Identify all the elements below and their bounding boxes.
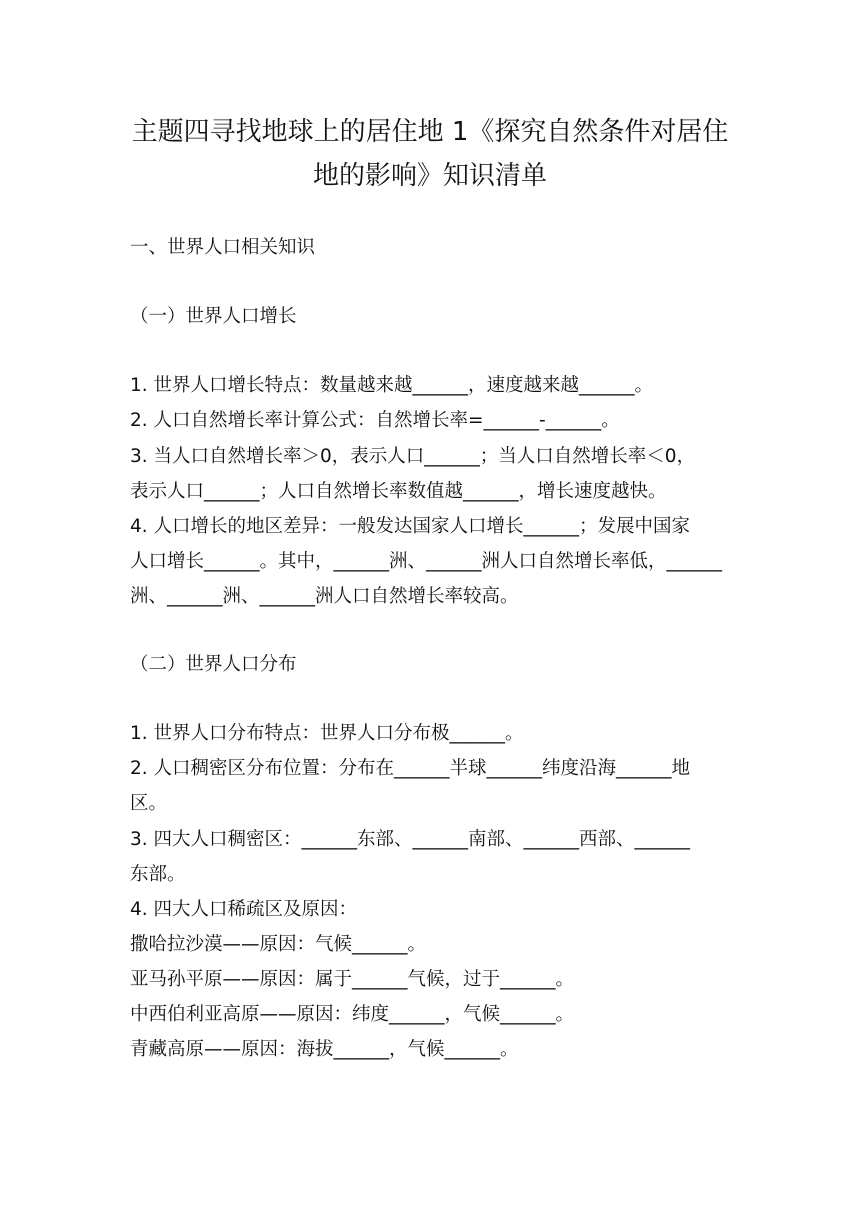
subsection-heading-population-growth: （一）世界人口增长 xyxy=(130,306,297,327)
growth-item-4: 4. 人口增长的地区差异：一般发达国家人口增长______；发展中国家 xyxy=(130,516,691,537)
growth-item-3: 3. 当人口自然增长率＞0，表示人口______；当人口自然增长率＜0， xyxy=(130,446,696,467)
growth-item-4-cont-1: 人口增长______。其中，______洲、______洲人口自然增长率低，______ xyxy=(130,551,723,572)
distribution-item-4: 4. 四大人口稀疏区及原因： xyxy=(130,899,358,920)
sparse-area-central-siberia: 中西伯利亚高原——原因：纬度______，气候______。 xyxy=(130,1004,575,1025)
growth-item-1: 1. 世界人口增长特点：数量越来越______，速度越来越______。 xyxy=(130,375,654,396)
growth-item-4-cont-2: 洲、______洲、______洲人口自然增长率较高。 xyxy=(130,586,519,607)
growth-item-3-cont: 表示人口______；人口自然增长率数值越______，增长速度越快。 xyxy=(130,481,667,502)
distribution-item-3: 3. 四大人口稠密区：______东部、______南部、______西部、______ xyxy=(130,829,691,850)
sparse-area-tibet: 青藏高原——原因：海拔______，气候______。 xyxy=(130,1039,519,1060)
distribution-item-3-cont: 东部。 xyxy=(130,864,186,885)
distribution-item-2: 2. 人口稠密区分布位置：分布在______半球______纬度沿海______地 xyxy=(130,758,691,779)
sparse-area-amazon: 亚马孙平原——原因：属于______气候，过于______。 xyxy=(130,969,575,990)
distribution-item-1: 1. 世界人口分布特点：世界人口分布极______。 xyxy=(130,723,524,744)
document-title xyxy=(120,110,740,198)
title-line-1: 主题四寻找地球上的居住地 1《探究自然条件对居住 xyxy=(131,117,729,147)
title-line-2: 地的影响》知识清单 xyxy=(312,161,547,191)
subsection-heading-population-distribution: （二）世界人口分布 xyxy=(130,654,297,675)
growth-item-2: 2. 人口自然增长率计算公式：自然增长率=______-______。 xyxy=(130,410,620,431)
section-heading-world-population: 一、世界人口相关知识 xyxy=(130,237,316,258)
sparse-area-sahara: 撒哈拉沙漠——原因：气候______。 xyxy=(130,934,427,955)
distribution-item-2-cont: 区。 xyxy=(130,793,168,814)
